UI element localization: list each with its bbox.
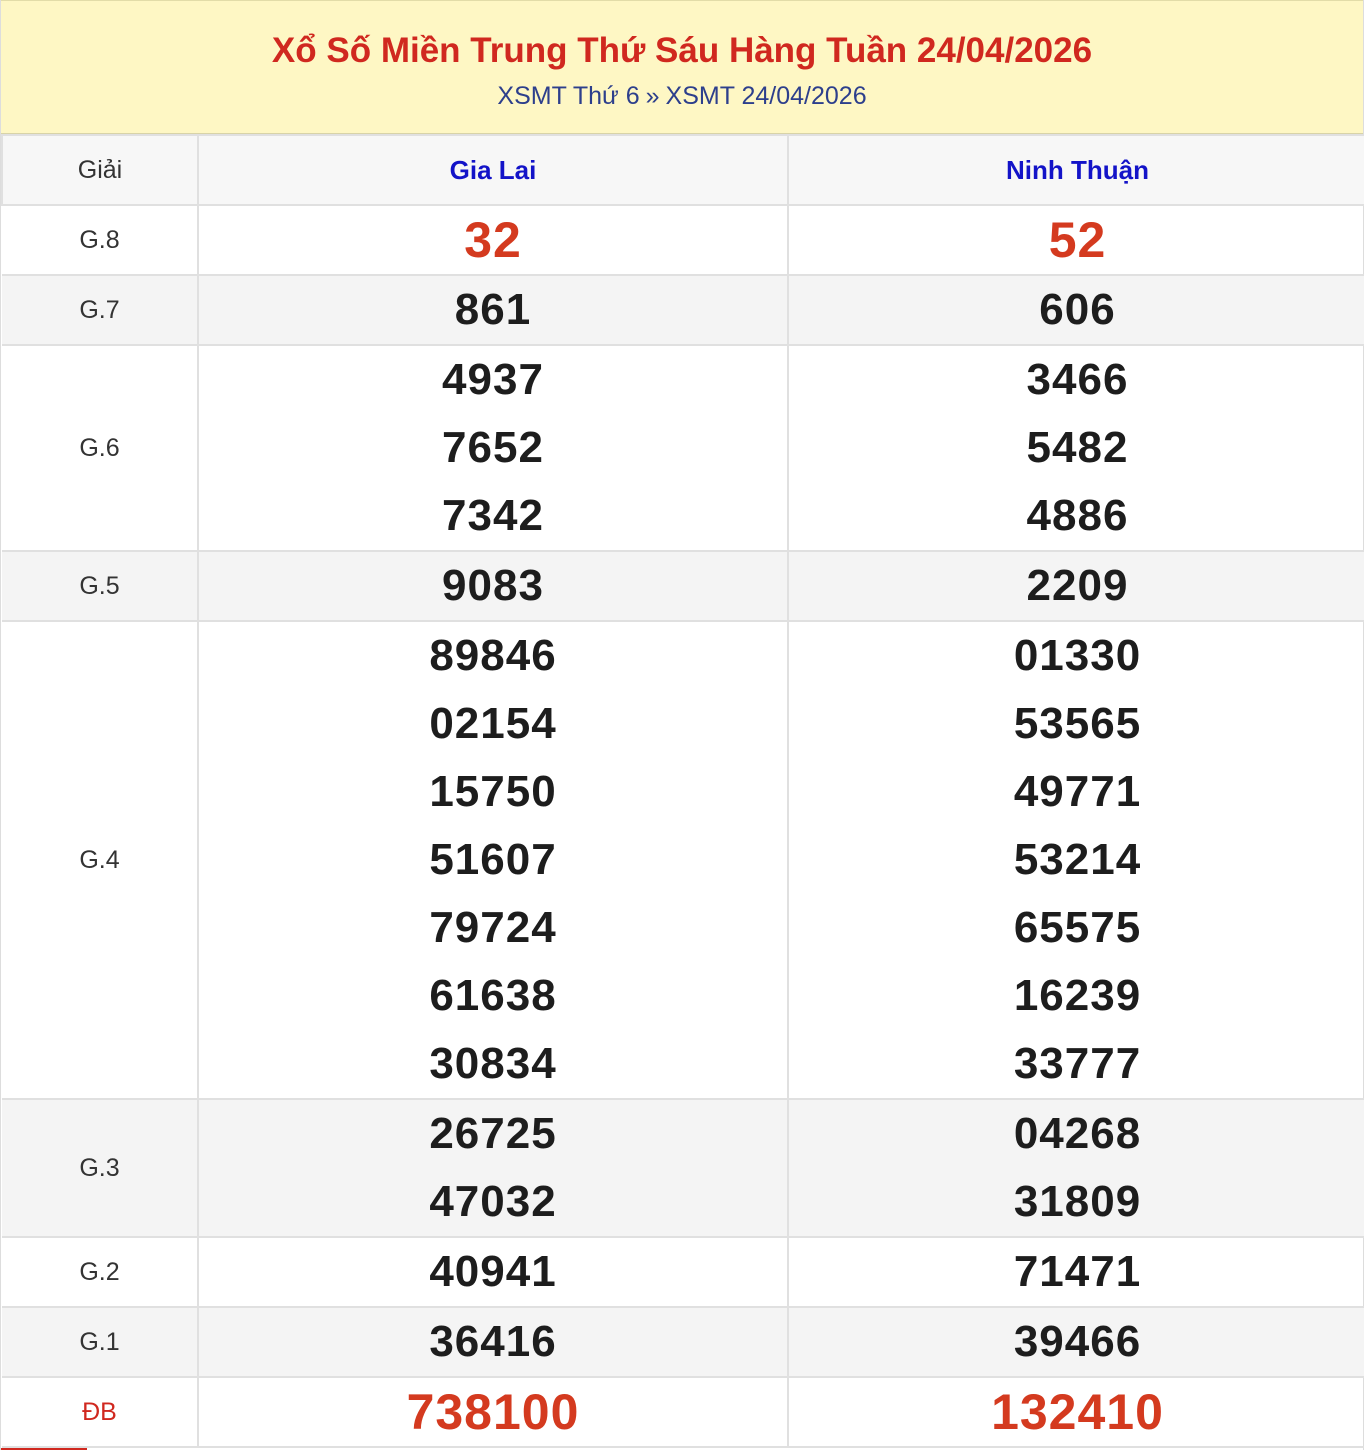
prize-cell-ninh-thuan: [788, 1237, 1364, 1307]
page-title: Xổ Số Miền Trung Thứ Sáu Hàng Tuần 24/04/2026: [271, 31, 1093, 70]
prize-cell-gia-lai: [198, 551, 788, 621]
province-header-ninh-thuan[interactable]: Ninh Thuận: [788, 135, 1364, 205]
lottery-number: 31809: [1013, 1177, 1142, 1226]
prize-label: G.7: [2, 275, 198, 345]
lottery-number: 738100: [406, 1384, 580, 1440]
prize-label: G.5: [2, 551, 198, 621]
prize-label: G.1: [2, 1307, 198, 1377]
lottery-number: 01330: [1013, 631, 1142, 680]
prize-cell-ninh-thuan: [788, 1307, 1364, 1377]
prize-label: G.4: [2, 621, 198, 1099]
lottery-number: 89846: [429, 631, 557, 680]
lottery-number: 79724: [429, 903, 557, 952]
prize-table-body: [2, 205, 1364, 1447]
lottery-number: 61638: [429, 971, 557, 1020]
table-row: [2, 1099, 1364, 1237]
prize-cell-gia-lai: [198, 275, 788, 345]
prize-column-header: Giải: [2, 135, 198, 205]
lottery-number: 2209: [1026, 561, 1129, 610]
lottery-number: 02154: [429, 699, 557, 748]
prize-label: G.8: [2, 205, 198, 275]
lottery-number: 65575: [1013, 903, 1142, 952]
lottery-number: 53214: [1013, 835, 1142, 884]
prize-cell-gia-lai: [198, 1237, 788, 1307]
lottery-number: 16239: [1013, 971, 1142, 1020]
table-row: [2, 1307, 1364, 1377]
prize-cell-ninh-thuan: [788, 205, 1364, 275]
prize-cell-gia-lai: [198, 621, 788, 1099]
prize-label: G.2: [2, 1237, 198, 1307]
prize-label: G.6: [2, 345, 198, 551]
breadcrumb-separator: »: [645, 82, 660, 110]
table-row: [2, 1377, 1364, 1447]
prize-cell-gia-lai: [198, 205, 788, 275]
prize-label: ĐB: [2, 1377, 198, 1447]
table-row: [2, 1237, 1364, 1307]
lottery-number: 26725: [429, 1109, 557, 1158]
lottery-number: 47032: [429, 1177, 557, 1226]
prize-cell-gia-lai: [198, 1307, 788, 1377]
results-header: [1, 0, 1363, 134]
lottery-number: 40941: [429, 1247, 557, 1296]
lottery-number: 39466: [1013, 1317, 1142, 1366]
breadcrumb-link-date[interactable]: XSMT 24/04/2026: [665, 82, 867, 110]
lottery-number: 606: [1039, 285, 1116, 334]
table-row: [2, 275, 1364, 345]
lottery-number: 71471: [1013, 1247, 1142, 1296]
results-table: [1, 134, 1364, 1448]
prize-cell-gia-lai: [198, 345, 788, 551]
lottery-number: 15750: [429, 767, 557, 816]
table-row: [2, 205, 1364, 275]
lottery-number: 30834: [429, 1039, 557, 1088]
prize-cell-ninh-thuan: [788, 551, 1364, 621]
lottery-number: 49771: [1013, 767, 1142, 816]
lottery-number: 4937: [442, 355, 544, 404]
lottery-number: 04268: [1013, 1109, 1142, 1158]
prize-cell-ninh-thuan: [788, 1377, 1364, 1447]
lottery-number: 36416: [429, 1317, 557, 1366]
prize-cell-ninh-thuan: [788, 275, 1364, 345]
province-header-gia-lai[interactable]: Gia Lai: [198, 135, 788, 205]
lottery-number: 4886: [1026, 491, 1129, 540]
lottery-number: 33777: [1013, 1039, 1142, 1088]
lottery-number: 7652: [442, 423, 544, 472]
prize-cell-ninh-thuan: [788, 345, 1364, 551]
table-row: [2, 551, 1364, 621]
lottery-number: 5482: [1026, 423, 1129, 472]
lottery-number: 53565: [1013, 699, 1142, 748]
prize-label: G.3: [2, 1099, 198, 1237]
table-row: [2, 621, 1364, 1099]
breadcrumb: [1, 79, 1363, 113]
lottery-number: 52: [1048, 212, 1107, 268]
lottery-number: 132410: [991, 1384, 1164, 1440]
prize-cell-ninh-thuan: [788, 1099, 1364, 1237]
lottery-number: 9083: [442, 561, 544, 610]
lottery-number: 7342: [442, 491, 544, 540]
lottery-number: 32: [464, 212, 522, 268]
lottery-number: 51607: [429, 835, 557, 884]
table-row: [2, 345, 1364, 551]
lottery-number: 3466: [1026, 355, 1129, 404]
prize-cell-ninh-thuan: [788, 621, 1364, 1099]
lottery-number: 861: [454, 285, 532, 334]
prize-cell-gia-lai: [198, 1099, 788, 1237]
breadcrumb-link-thu6[interactable]: XSMT Thứ 6: [497, 82, 640, 110]
prize-cell-gia-lai: [198, 1377, 788, 1447]
table-header-row: [2, 135, 1364, 205]
